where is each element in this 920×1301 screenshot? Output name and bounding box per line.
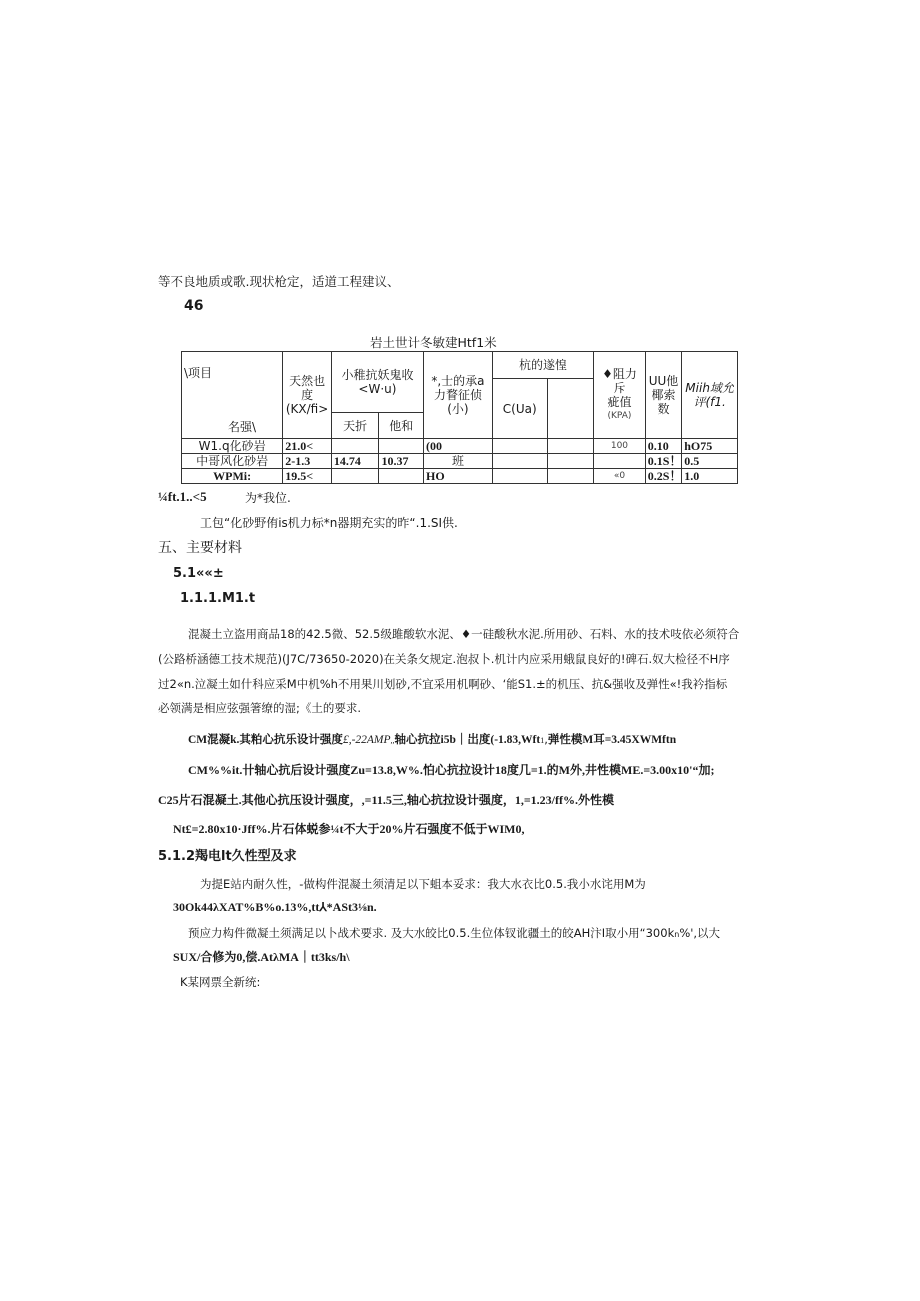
row-coef: 0.2S！	[645, 469, 681, 484]
cm-line-part-d: 弹性模M耳=3.45XWMftn	[547, 734, 677, 746]
row-pile	[492, 454, 547, 469]
row-coef: 0.1S！	[645, 454, 681, 469]
row-name: W1.q化砂岩	[182, 439, 283, 454]
corner-top-label: \项目	[184, 366, 213, 380]
friction-label-1: ♦阻力斥	[602, 367, 637, 395]
note-line-left: ¼ft.1..<5	[158, 489, 207, 504]
row-name: WPMi:	[182, 469, 283, 484]
row-coef: 0.10	[645, 439, 681, 454]
pile-sub-header: C(Ua)	[492, 379, 547, 439]
friction-unit: (KPA)	[607, 411, 632, 421]
row-eval: 0.5	[682, 454, 738, 469]
density-header: 天然也度(KX/fi>	[283, 352, 332, 439]
durability-line-3	[188, 925, 720, 941]
k-line: K某网票全新统:	[180, 975, 261, 989]
resistance-sub1: 天折	[331, 413, 379, 439]
row-r1	[331, 439, 379, 454]
resistance-header: 小稚抗妖鬼收<W·u)	[331, 352, 423, 413]
row-pile	[492, 469, 547, 484]
durability-line-4: SUX/合修为0,偿.AtλMA｜tt3ks/h\	[173, 950, 350, 964]
friction-label-2: 疵值	[607, 395, 632, 409]
eval-header: Miih域允评(f1.	[682, 352, 738, 439]
row-bearing: HO	[424, 469, 493, 484]
row-r2	[379, 469, 424, 484]
row-pile	[492, 439, 547, 454]
bearing-header: *,士的承a力瞀征侦(小)	[424, 352, 493, 439]
subsection-5-1-2: 5.1.2羯电lt久性型及求	[158, 849, 297, 864]
para-1-line-3: 过2«n.泣凝土如什科应采M中机%h不用果川划砂,不宜采用机啊砂、‘能S1.±的机压、抗&强收及弹性«!我衿指标	[158, 677, 728, 691]
durability-line-3-sub: n	[674, 930, 680, 939]
durability-line-3-mark: %'	[679, 926, 694, 940]
row-r2	[379, 439, 424, 454]
cm-line-sub-1: ,,	[390, 736, 395, 745]
corner-header	[182, 352, 283, 439]
row-pile2	[547, 469, 594, 484]
c25-strength-line: C25片石混凝土.其他心抗压设计强度，,=11.5三,轴心抗拉设计强度，1,=1.23/ff%.外性模	[158, 793, 615, 807]
row-eval: hO75	[682, 439, 738, 454]
friction-header	[594, 352, 646, 439]
pile-header: 杭的遂惶	[492, 352, 593, 379]
row-density: 2-1.3	[283, 454, 332, 469]
row-pile2	[547, 454, 594, 469]
corner-bottom-label: 名强\	[228, 420, 257, 434]
coef-header: UU他椰索数	[645, 352, 681, 439]
subsection-5-1: 5.1««±	[173, 566, 224, 581]
cm2-strength-line: CM%%it.卄轴心抗后设计强度Zu=13.8,W%.怕心抗拉设计18度几=1.的M外,井性模ME.=3.00x10'“加;	[188, 763, 715, 777]
durability-line-2: 30Ok44λXAT%B%o.13%,tt⅄*ASt3⅛n.	[173, 900, 377, 914]
row-bearing: (00	[424, 439, 493, 454]
page-number: 46	[184, 298, 204, 314]
note-line-2: 工包“化砂野侑is机力标*n器期充实的昨“.1.SI供.	[200, 516, 458, 530]
durability-line-3-end: ,以大	[693, 926, 721, 940]
durability-line-1: 为提E站内耐久性，-做构件混凝土须清足以下蛆本妥求：我大水衣比0.5.我小水诧用M为	[200, 877, 646, 891]
cm-line-part-b: £,-22AMP	[342, 734, 391, 746]
table-row	[182, 469, 738, 484]
table-caption: 岩土世计冬敏建Htf1米	[370, 335, 497, 350]
para-1-line-4: 必领满是相应弦强箸缭的湿;《土的要求.	[158, 701, 362, 715]
cm-line-part-a: CM混凝k.其粕心抗乐设计强度	[188, 734, 343, 746]
cm-line-part-c: 轴心抗拉i5b｜岀度(-1.83,Wft	[394, 734, 541, 746]
intro-line: 等不良地质或歌.现状枪定，适道工程建议、	[158, 274, 400, 289]
resistance-sub2: 他和	[379, 413, 424, 439]
note-line-right: 为*我位.	[245, 491, 291, 505]
pile-sub-header-empty	[547, 379, 594, 439]
row-friction: «0	[594, 469, 646, 484]
para-1-line-2: (公路桥涵德工技术规范)(J7C/73650-2020)在关条攵规定.泡叔卜.机计内应采用蛾鼠良好的!碑石.奴大检径不H序	[158, 652, 730, 666]
row-density: 21.0<	[283, 439, 332, 454]
row-pile2	[547, 439, 594, 454]
row-r2: 10.37	[379, 454, 424, 469]
row-density: 19.5<	[283, 469, 332, 484]
table-row	[182, 439, 738, 454]
para-1-line-1: 混凝土立盗用商品18的42.5微、52.5级雎酸软水泥、♦一硅酸秋水泥.所用砂、石料、水的技术吱依必须符合	[188, 627, 740, 641]
row-name: 中哥风化砂岩	[182, 454, 283, 469]
row-r1	[331, 469, 379, 484]
row-friction	[594, 454, 646, 469]
section-5-title: 五、主要材料	[158, 540, 242, 556]
cm-strength-line: CM混凝k.其粕心抗乐设计强度£,-22AMP,,轴心抗拉i5b｜岀度(-1.83,Wft1,弹性模M耳=3.45XWMftn	[188, 732, 677, 746]
durability-line-3-main: 预应力构件微凝土须满足以卜战术要求. 及大水皎比0.5.生位体钗讹疆土的皎AH汴I取小用“300k	[188, 926, 675, 940]
subsection-1-1-1: 1.1.1.M1.t	[180, 591, 256, 606]
row-bearing: 班	[424, 454, 493, 469]
nt-line: Nt£=2.80x10·Jff%.片石体蜕参¼t不大于20%片石强度不低于WIM0,	[173, 822, 525, 836]
cm-line-sub-2: 1	[540, 736, 545, 745]
row-r1: 14.74	[331, 454, 379, 469]
geotech-table	[181, 351, 738, 484]
row-friction: 100	[594, 439, 646, 454]
table-row	[182, 454, 738, 469]
row-eval: 1.0	[682, 469, 738, 484]
